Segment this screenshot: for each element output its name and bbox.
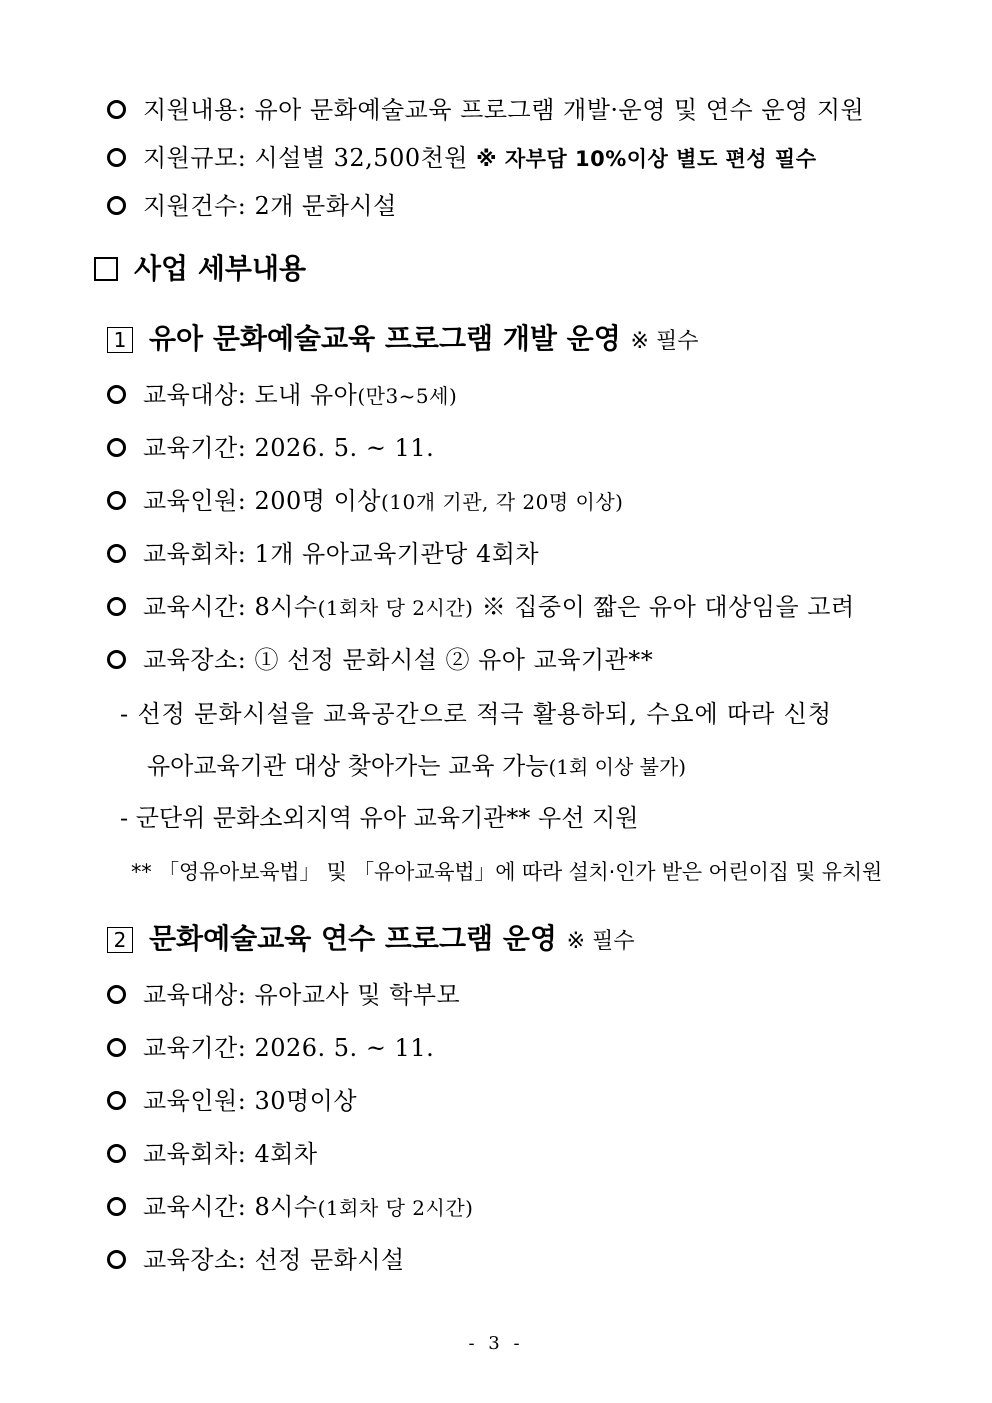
intro-item-text — [143, 143, 817, 174]
sub2-item-text: 교육대상: 유아교사 및 학부모 — [143, 981, 461, 1009]
circle-bullet-icon — [107, 1144, 126, 1163]
intro-item-text: 지원내용: 유아 문화예술교육 프로그램 개발·운영 및 연수 운영 지원 — [143, 96, 865, 124]
circle-bullet-icon — [107, 385, 126, 404]
section-title: 사업 세부내용 — [134, 252, 307, 285]
self-funding-notice: ※ 자부담 10%이상 별도 편성 필수 — [476, 147, 817, 171]
sub1-item-text — [143, 539, 539, 569]
number-box: 1 — [107, 327, 133, 353]
circle-bullet-icon — [107, 597, 126, 616]
circle-bullet-icon — [107, 1091, 126, 1110]
sub2-item-text: 교육회차: 4회차 — [143, 1140, 318, 1168]
dash-detail: (1회 이상 불가) — [548, 755, 687, 779]
item-note: ※ 집중이 짧은 유아 대상임을 고려 — [473, 593, 855, 621]
sub2-item-text — [143, 1192, 473, 1223]
circle-bullet-icon — [107, 544, 126, 563]
footnote: ** 「영유아보육법」 및 「유아교육법」에 따라 설치·인가 받은 어린이집 및 유치원 — [131, 860, 883, 884]
item-detail: (10개 기관, 각 20명 이상) — [380, 490, 624, 514]
item-main: 교육회차: 1개 유아교육기관당 4회차 — [143, 540, 540, 568]
item-main: 교육시간: 8시수 — [143, 1193, 318, 1221]
circle-bullet-icon — [107, 985, 126, 1004]
circle-bullet-icon — [107, 148, 126, 167]
sub1-item-text — [143, 592, 855, 623]
subsection-title: 문화예술교육 연수 프로그램 운영 — [149, 922, 557, 955]
sub1-item-text — [143, 486, 623, 517]
dash-main: 유아교육기관 대상 찾아가는 교육 가능 — [147, 752, 549, 780]
item-detail: (1회차 당 2시간) — [317, 1196, 474, 1220]
item-main: 교육장소: ① 선정 문화시설 ② 유아 교육기관** — [143, 646, 654, 674]
sub1-item-text — [143, 645, 653, 675]
subsection-title: 유아 문화예술교육 프로그램 개발 운영 — [149, 322, 621, 355]
circle-bullet-icon — [107, 650, 126, 669]
sub2-item-text: 교육인원: 30명이상 — [143, 1087, 358, 1115]
item-detail: (만3~5세) — [357, 384, 458, 408]
sub1-item-text — [143, 380, 457, 411]
intro-item-text: 지원건수: 2개 문화시설 — [143, 192, 397, 220]
item-main: 교육시간: 8시수 — [143, 593, 318, 621]
sub1-item-text — [143, 433, 434, 463]
circle-bullet-icon — [107, 1250, 126, 1269]
item-main: 교육대상: 도내 유아 — [143, 381, 358, 409]
page-number: - 3 - — [468, 1333, 524, 1354]
circle-bullet-icon — [107, 100, 126, 119]
item-main: 교육인원: 200명 이상 — [143, 487, 381, 515]
circle-bullet-icon — [107, 438, 126, 457]
required-note: ※ 필수 — [630, 329, 699, 354]
subsection-title-wrap — [149, 922, 635, 959]
square-box-icon — [94, 257, 118, 281]
dash-item-2: - 군단위 문화소외지역 유아 교육기관** 우선 지원 — [120, 804, 639, 832]
circle-bullet-icon — [107, 1197, 126, 1216]
required-note: ※ 필수 — [566, 929, 635, 954]
dash-item-1-line-2 — [147, 751, 686, 782]
item-main: 교육기간: 2026. 5. ~ 11. — [143, 434, 435, 462]
circle-bullet-icon — [107, 491, 126, 510]
sub2-item-text: 교육기간: 2026. 5. ~ 11. — [143, 1034, 435, 1062]
dash-item-1-line-1: - 선정 문화시설을 교육공간으로 적극 활용하되, 수요에 따라 신청 — [120, 700, 832, 728]
sub2-item-text: 교육장소: 선정 문화시설 — [143, 1246, 405, 1274]
subsection-title-wrap — [149, 322, 698, 359]
number-box: 2 — [107, 927, 133, 953]
circle-bullet-icon — [107, 1038, 126, 1057]
intro-item-main: 지원규모: 시설별 32,500천원 — [143, 144, 477, 172]
circle-bullet-icon — [107, 196, 126, 215]
item-detail: (1회차 당 2시간) — [317, 596, 474, 620]
